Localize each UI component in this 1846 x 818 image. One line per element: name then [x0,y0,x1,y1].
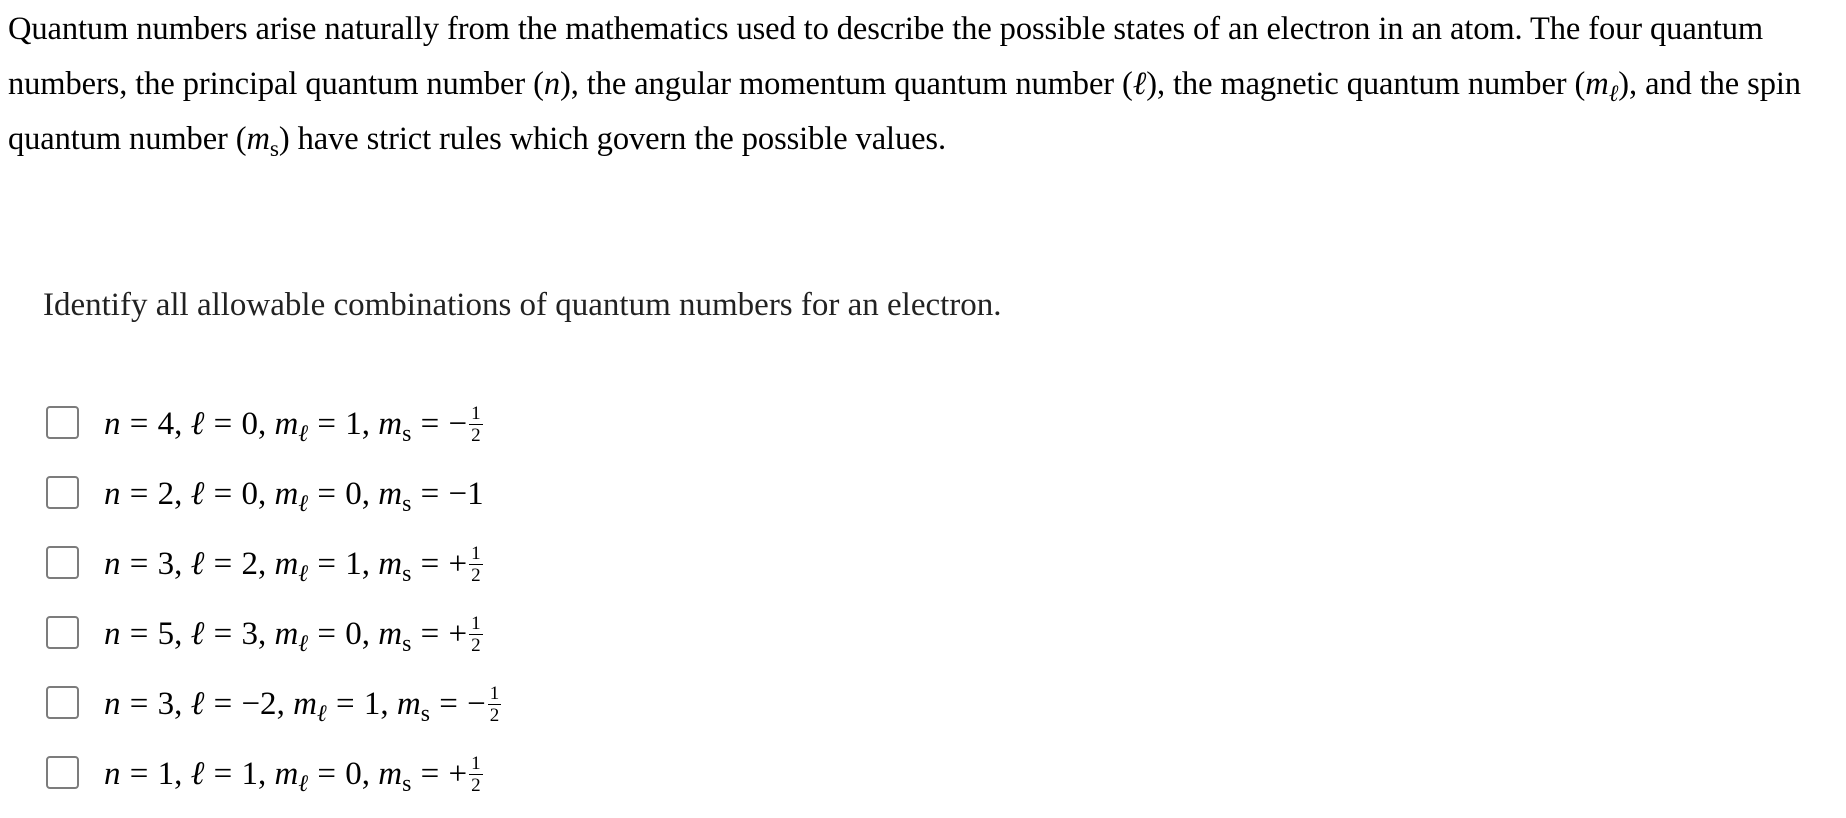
ml-value: 0 [345,756,362,792]
option-label[interactable] [104,468,484,520]
ml-subscript: ℓ [316,701,327,728]
l-value: 0 [241,476,258,512]
ml-var: m [293,686,317,722]
equals-sign: = [317,406,337,442]
n-symbol: n [543,66,560,102]
option-checkbox[interactable] [46,476,79,509]
ms-fraction [469,404,483,445]
option-checkbox[interactable] [46,686,79,719]
l-value: 2 [241,546,258,582]
l-var: ℓ [190,756,205,792]
equals-sign: = [420,476,440,512]
ms-sign: − [467,686,486,722]
n-value: 5 [157,616,175,652]
comma: , [361,476,371,512]
intro-text-1: Quantum numbers arise naturally from the mathematics used to describe the possible states of an electron in an atom. The four quantum numbers, the principal quantum number [8,11,1764,102]
l-var: ℓ [190,686,205,722]
equals-sign: = [317,756,337,792]
ms-fraction [469,614,483,655]
ms-sign: − [448,406,468,442]
comma: , [257,756,267,792]
ms-subscript: s [420,701,430,728]
comma: , [174,476,183,512]
equals-sign: = [420,756,440,792]
n-var: n [104,616,121,652]
ms-numerator: 1 [471,542,481,564]
ms-subscript: s [402,561,412,588]
ms-denominator: 2 [471,634,481,656]
equals-sign: = [129,756,149,792]
equals-sign: = [129,616,149,652]
n-value: 1 [157,756,175,792]
n-var: n [104,546,121,582]
intro-text-2: , the angular momentum quantum number [570,66,1123,102]
ms-var: m [378,546,403,582]
ms-subscript: s [402,771,412,798]
ml-var: m [274,756,299,792]
ml-var: m [274,616,299,652]
equals-sign: = [129,406,149,442]
intro-text-4: , and the spin quantum number [8,66,1801,157]
equals-sign: = [213,616,233,652]
ml-subscript: ℓ [298,421,309,448]
equals-sign: = [317,616,337,652]
equals-sign: = [213,756,233,792]
ml-subscript: ℓ [298,561,309,588]
ms-fraction [488,684,502,725]
l-var: ℓ [190,546,205,582]
ms-fraction [469,754,483,795]
n-var: n [104,756,121,792]
equals-sign: = [213,546,233,582]
l-var: ℓ [190,476,205,512]
l-value: 0 [241,406,258,442]
n-var: n [104,686,121,722]
ms-denominator: 2 [471,774,481,796]
l-value: 3 [241,616,258,652]
ml-var: m [274,546,299,582]
option-label[interactable] [104,748,483,800]
comma: , [361,756,371,792]
intro-text-5: have strict rules which govern the possible values. [289,121,946,157]
comma: , [380,686,389,722]
n-value: 4 [157,406,175,442]
l-value: −2 [241,686,277,722]
l-var: ℓ [190,616,205,652]
equals-sign: = [420,406,440,442]
n-var: n [104,406,121,442]
equals-sign: = [317,546,337,582]
ml-value: 1 [363,686,381,722]
option-label[interactable] [104,678,501,730]
equals-sign: = [129,686,149,722]
comma: , [361,616,371,652]
equals-sign: = [439,686,458,722]
n-var: n [104,476,121,512]
ml-value: 0 [345,476,362,512]
ms-subscript: s [402,491,412,518]
comma: , [174,616,183,652]
equals-sign: = [317,476,337,512]
option-checkbox[interactable] [46,546,79,579]
ml-subscript: ℓ [298,491,309,518]
ms-var: m [378,406,403,442]
ml-value: 1 [345,406,362,442]
intro-text-3: , the magnetic quantum number [1156,66,1575,102]
l-var: ℓ [190,406,205,442]
n-value: 3 [157,686,175,722]
equals-sign: = [420,546,440,582]
equals-sign: = [213,406,233,442]
ms-var: m [378,616,403,652]
ms-sign: −1 [448,476,484,512]
comma: , [174,756,183,792]
intro-paragraph: Quantum numbers arise naturally from the mathematics used to describe the possible states of an electron in an atom. The four quantum numbers, the principal quantum number (n), the angular momentum quantum number (ℓ), the magnetic quantum number $(m_\ell)$, and the spin quantum number $(m_s)$ have strict rules which govern the possible values. [8,11,1801,163]
ms-numerator: 1 [471,752,481,774]
ms-var: m [378,476,403,512]
ml-symbol: m [1585,66,1609,102]
l-value: 1 [241,756,258,792]
option-checkbox[interactable] [46,616,79,649]
comma: , [174,546,183,582]
comma: , [257,406,267,442]
equals-sign: = [213,476,233,512]
option-label[interactable] [104,608,483,660]
ms-sign: + [448,616,468,652]
ms-subscript: s [269,136,279,163]
ml-subscript: ℓ [298,771,309,798]
ms-var: m [396,686,421,722]
comma: , [361,406,371,442]
ms-numerator: 1 [471,402,481,424]
ms-numerator: 1 [489,682,500,704]
ms-denominator: 2 [489,704,500,726]
ml-value: 1 [345,546,362,582]
equals-sign: = [336,686,355,722]
option-label[interactable] [104,538,483,590]
ms-denominator: 2 [471,564,481,586]
ms-subscript: s [402,421,412,448]
comma: , [257,546,267,582]
ml-var: m [274,476,299,512]
l-symbol: ℓ [1132,66,1147,102]
ms-fraction [469,544,483,585]
equals-sign: = [129,476,149,512]
comma: , [174,686,183,722]
ml-value: 0 [345,616,362,652]
option-label[interactable] [104,398,483,450]
ms-sign: + [448,756,468,792]
ml-subscript: ℓ [298,631,309,658]
ms-denominator: 2 [471,424,481,446]
ms-sign: + [448,546,468,582]
ms-subscript: s [402,631,412,658]
equals-sign: = [213,686,233,722]
equals-sign: = [420,616,440,652]
option-checkbox[interactable] [46,756,79,789]
ms-var: m [378,756,403,792]
ml-subscript: ℓ [1608,81,1619,108]
comma: , [361,546,371,582]
comma: , [257,616,267,652]
question-prompt: Identify all allowable combinations of quantum numbers for an electron. [43,287,1002,323]
ml-var: m [274,406,299,442]
option-checkbox[interactable] [46,406,79,439]
ms-symbol: m [246,121,270,157]
ms-numerator: 1 [471,612,481,634]
comma: , [257,476,267,512]
n-value: 3 [157,546,175,582]
comma: , [276,686,285,722]
comma: , [174,406,183,442]
n-value: 2 [157,476,175,512]
equals-sign: = [129,546,149,582]
